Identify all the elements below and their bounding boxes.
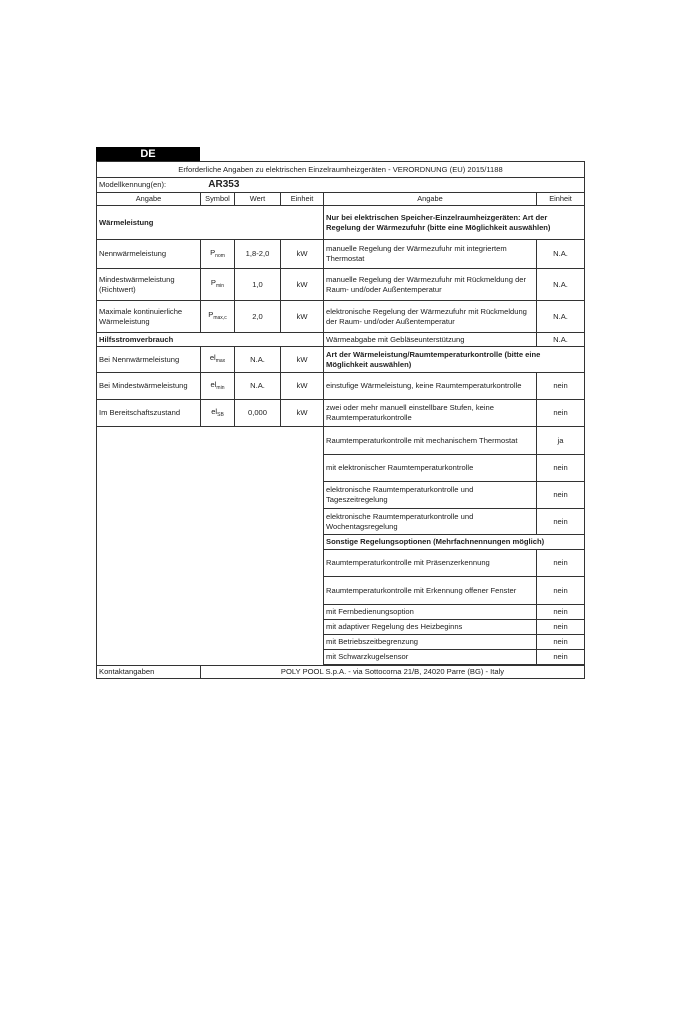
col-header-einheit-right: Einheit (537, 193, 585, 206)
param-unit: kW (281, 400, 324, 427)
param-value: 1,8-2,0 (235, 240, 281, 269)
param-unit: kW (281, 240, 324, 269)
option-text: zwei oder mehr manuell einstellbare Stufen, keine Raumtemperaturkontrolle (324, 400, 537, 427)
col-header-einheit: Einheit (281, 193, 324, 206)
option-value: nein (537, 509, 585, 535)
option-value: nein (537, 482, 585, 509)
option-value: N.A. (537, 269, 585, 301)
param-unit: kW (281, 269, 324, 301)
section-storage-control: Nur bei elektrischen Speicher-Einzelraumheizgeräten: Art der Regelung der Wärmezufuhr (bitte eine Möglichkeit auswählen) (324, 206, 585, 240)
left-blank-area (97, 427, 324, 666)
option-text: Raumtemperaturkontrolle mit Erkennung offener Fenster (324, 577, 537, 605)
option-value: nein (537, 620, 585, 635)
option-value: nein (537, 455, 585, 482)
param-unit: kW (281, 301, 324, 333)
param-value: 1,0 (235, 269, 281, 301)
param-value: 2,0 (235, 301, 281, 333)
model-label: Modellkennung(en): (99, 180, 167, 189)
spec-table (96, 161, 585, 679)
param-label: Im Bereitschaftszustand (97, 400, 201, 427)
contact-value: POLY POOL S.p.A. - via Sottocorna 21/B, 24020 Parre (BG) - Italy (201, 666, 585, 679)
param-symbol: $el_{max}$ (201, 347, 235, 373)
option-value: N.A. (537, 240, 585, 269)
section-temperature-control: Art der Wärmeleistung/Raumtemperaturkontrolle (bitte eine Möglichkeit auswählen) (324, 347, 585, 373)
col-header-wert: Wert (235, 193, 281, 206)
param-value: N.A. (235, 373, 281, 400)
option-value: nein (537, 605, 585, 620)
option-text: elektronische Raumtemperaturkontrolle und Tageszeitregelung (324, 482, 537, 509)
param-symbol: $P_{max,c}$ (201, 301, 235, 333)
datasheet (96, 147, 584, 679)
param-label: Bei Mindestwärmeleistung (97, 373, 201, 400)
contact-label: Kontaktangaben (97, 666, 201, 679)
option-text: elektronische Regelung der Wärmezufuhr mit Rückmeldung der Raum- und/oder Außentemperatur (324, 301, 537, 333)
option-value: N.A. (537, 301, 585, 333)
option-value: N.A. (537, 333, 585, 347)
param-label: Nennwärmeleistung (97, 240, 201, 269)
param-symbol: $el_{min}$ (201, 373, 235, 400)
option-text: einstufige Wärmeleistung, keine Raumtemperaturkontrolle (324, 373, 537, 400)
section-other-options: Sonstige Regelungsoptionen (Mehrfachnennungen möglich) (324, 535, 585, 550)
option-text: mit Schwarzkugelsensor (324, 650, 537, 665)
option-value: nein (537, 577, 585, 605)
param-unit: kW (281, 347, 324, 373)
section-aux-consumption: Hilfsstromverbrauch (97, 333, 324, 347)
option-value: nein (537, 635, 585, 650)
param-value: 0,000 (235, 400, 281, 427)
option-text: mit adaptiver Regelung des Heizbeginns (324, 620, 537, 635)
section-heat-output: Wärmeleistung (97, 206, 324, 240)
language-tag: DE (96, 147, 200, 161)
param-symbol: $el_{SB}$ (201, 400, 235, 427)
option-text: manuelle Regelung der Wärmezufuhr mit Rückmeldung der Raum- und/oder Außentemperatur (324, 269, 537, 301)
option-value: ja (537, 427, 585, 455)
option-value: nein (537, 400, 585, 427)
model-row (97, 178, 585, 193)
option-text: mit Fernbedienungsoption (324, 605, 537, 620)
param-value: N.A. (235, 347, 281, 373)
col-header-angabe-right: Angabe (324, 193, 537, 206)
option-value: nein (537, 650, 585, 665)
option-text: mit Betriebszeitbegrenzung (324, 635, 537, 650)
model-value: AR353 (208, 179, 240, 190)
option-text: elektronische Raumtemperaturkontrolle und Wochentagsregelung (324, 509, 537, 535)
col-header-angabe: Angabe (97, 193, 201, 206)
option-text: manuelle Regelung der Wärmezufuhr mit integriertem Thermostat (324, 240, 537, 269)
option-text: Raumtemperaturkontrolle mit Präsenzerkennung (324, 550, 537, 577)
param-label: Bei Nennwärmeleistung (97, 347, 201, 373)
param-label: Mindestwärmeleistung (Richtwert) (97, 269, 201, 301)
option-text: Wärmeabgabe mit Gebläseunterstützung (324, 333, 537, 347)
option-value: nein (537, 373, 585, 400)
param-unit: kW (281, 373, 324, 400)
col-header-symbol: Symbol (201, 193, 235, 206)
table-title: Erforderliche Angaben zu elektrischen Einzelraumheizgeräten - VERORDNUNG (EU) 2015/1188 (97, 162, 585, 178)
option-text: Raumtemperaturkontrolle mit mechanischem Thermostat (324, 427, 537, 455)
option-text: mit elektronischer Raumtemperaturkontrolle (324, 455, 537, 482)
param-label: Maximale kontinuierliche Wärmeleistung (97, 301, 201, 333)
param-symbol: $P_{nom}$ (201, 240, 235, 269)
param-symbol: $P_{min}$ (201, 269, 235, 301)
option-value: nein (537, 550, 585, 577)
